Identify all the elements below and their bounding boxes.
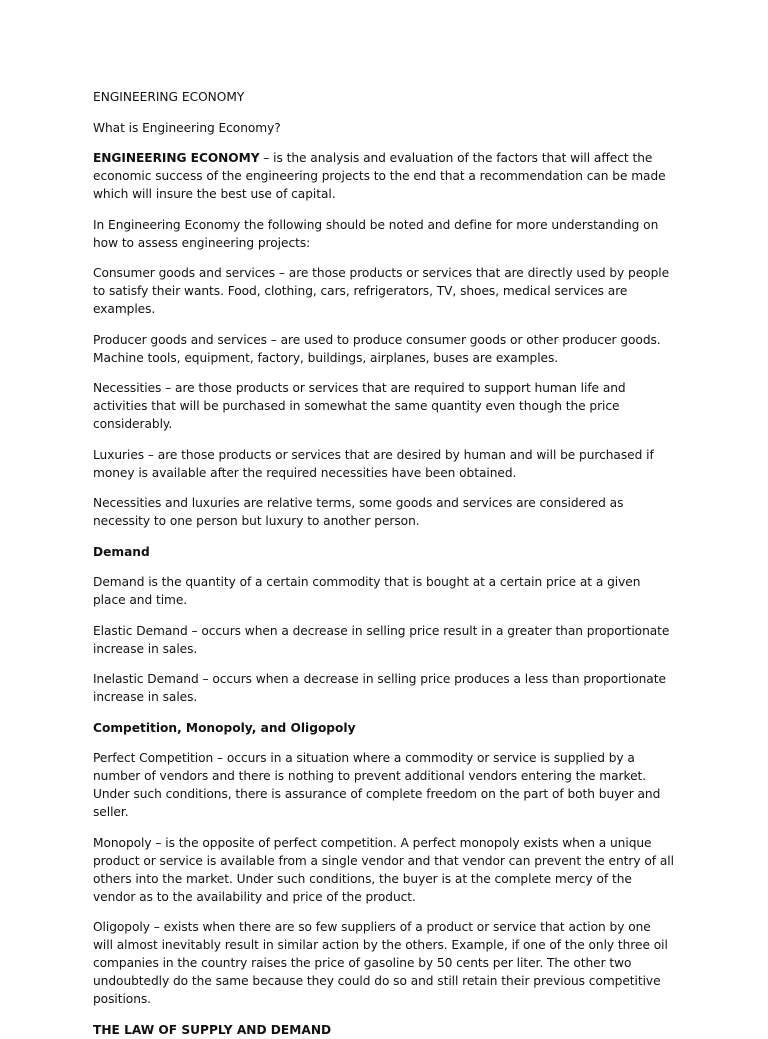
supply-demand-heading: THE LAW OF SUPPLY AND DEMAND <box>93 1022 332 1037</box>
question-paragraph: What is Engineering Economy? <box>93 120 281 135</box>
competition-heading: Competition, Monopoly, and Oligopoly <box>93 720 356 735</box>
intro-paragraph: In Engineering Economy the following should be noted and define for more understanding on how to assess engineering projects: <box>93 217 659 250</box>
elastic-demand-paragraph: Elastic Demand – occurs when a decrease in selling price result in a greater than proportionate increase in sales. <box>93 623 670 656</box>
definition-term: ENGINEERING ECONOMY <box>93 151 260 165</box>
demand-definition-paragraph: Demand is the quantity of a certain commodity that is bought at a certain price at a given place and time. <box>93 575 641 607</box>
definition-text: – is the analysis and evaluation of the factors that will affect the economic success of the engineering projects to the end that a recommendation can be made which will insure the best use of capital. <box>93 151 666 201</box>
relative-terms-paragraph: Necessities and luxuries are relative terms, some goods and services are considered as necessity to one person but luxury to another person. <box>93 496 624 528</box>
necessities-paragraph: Necessities – are those products or services that are required to support human life and activities that will be purchased in somewhat the same quantity even though the price considerably. <box>93 381 626 431</box>
luxuries-paragraph: Luxuries – are those products or services that are desired by human and will be purchased if money is available after the required necessities have been obtained. <box>93 447 654 480</box>
inelastic-demand-paragraph: Inelastic Demand – occurs when a decrease in selling price produces a less than proportionate increase in sales. <box>93 672 666 704</box>
consumer-goods-paragraph: Consumer goods and services – are those products or services that are directly used by people to satisfy their wants. Food, clothing, cars, refrigerators, TV, shoes, medical services are examples. <box>93 266 670 316</box>
perfect-competition-paragraph: Perfect Competition – occurs in a situation where a commodity or service is supplied by a number of vendors and there is nothing to prevent additional vendors entering the market. Under such conditions, there is assurance of complete freedom on the part of both buyer and seller. <box>93 751 661 819</box>
producer-goods-paragraph: Producer goods and services – are used to produce consumer goods or other producer goods. Machine tools, equipment, factory, buildings, airplanes, buses are examples. <box>93 332 661 365</box>
document-title: ENGINEERING ECONOMY <box>93 90 245 104</box>
definition-paragraph <box>93 149 674 203</box>
monopoly-paragraph: Monopoly – is the opposite of perfect competition. A perfect monopoly exists when a unique product or service is available from a single vendor and that vendor can prevent the entry of all others into the market. Under such conditions, the buyer is at the complete mercy of the vendor as to the availability and price of the product. <box>93 835 674 904</box>
oligopoly-paragraph: Oligopoly – exists when there are so few suppliers of a product or service that action by one will almost inevitably result in similar action by the others. Example, if one of the only three oil companies in the country raises the price of gasoline by 50 cents per liter. The other two undoubtedly do the same because they could do so and still retain their previous competitive positions. <box>93 920 668 1006</box>
demand-heading: Demand <box>93 544 150 559</box>
